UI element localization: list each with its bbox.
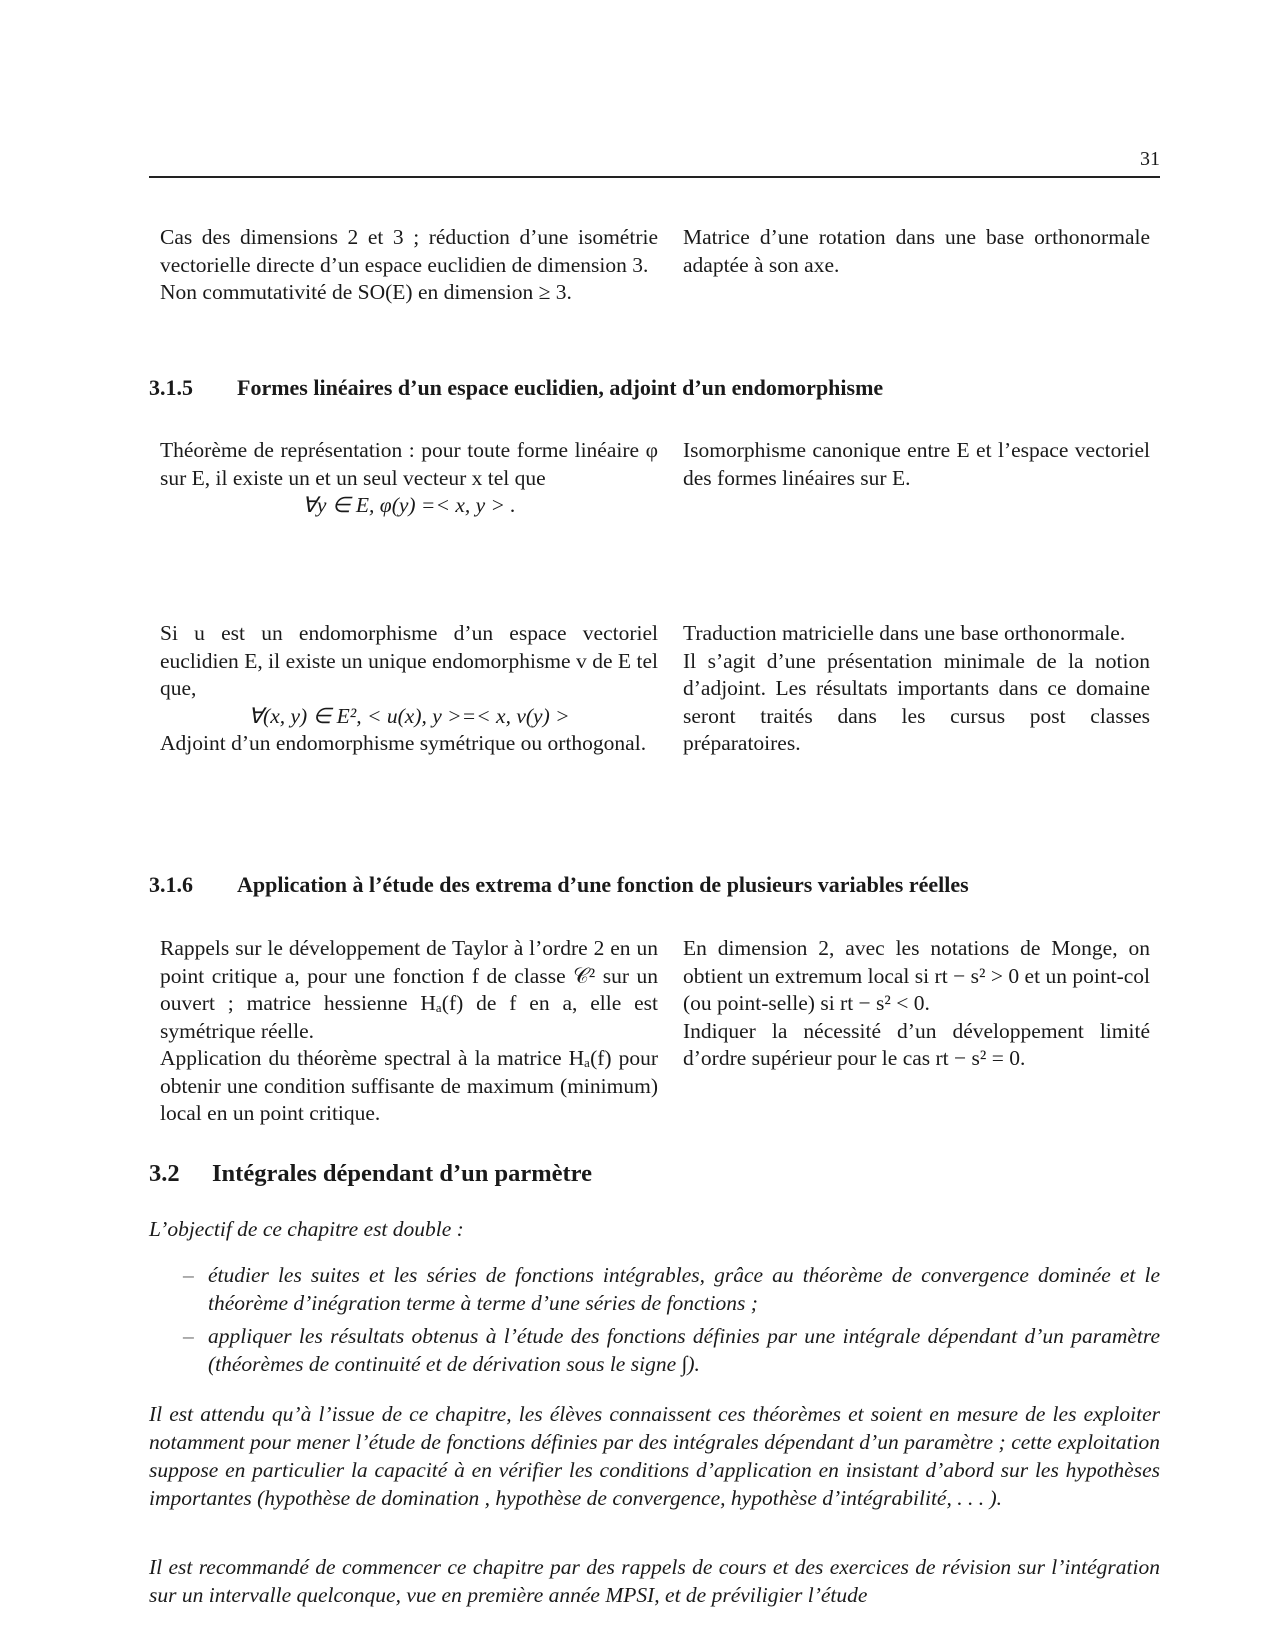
s315-row1-left bbox=[160, 437, 658, 520]
s32-paragraph-1-text: Il est attendu qu’à l’issue de ce chapitre, les élèves connaissent ces théorèmes et soient en mesure de les exploiter notamment pour mener l’étude de fonctions définies par des intégrales dépendant d’un paramètre ; cette exploitation suppose en particulier la capacité à en vérifier les conditions d’application en insistant d’abord sur les hypothèses importantes (hypothèse de domination , hypothèse de convergence, hypothèse d’intégrabilité, . . . ). bbox=[149, 1402, 1160, 1510]
heading-3-1-6 bbox=[149, 872, 969, 898]
s315-row1-left-text: Théorème de représentation : pour toute forme linéaire φ sur E, il existe un et un seul vecteur x tel que bbox=[160, 438, 658, 490]
s315-row2-formula: ∀(x, y) ∈ E², < u(x), y >=< x, v(y) > bbox=[248, 703, 570, 728]
s316-right bbox=[683, 935, 1150, 1073]
s315-row2-left-after: Adjoint d’un endomorphisme symétrique ou orthogonal. bbox=[160, 731, 647, 755]
s315-row2-right-p2: Il s’agit d’une présentation minimale de la notion d’adjoint. Les résultats importants dans ce domaine seront traités dans les cursus post classes préparatoires. bbox=[683, 648, 1150, 755]
block1-left-p2: Non commutativité de SO(E) en dimension ≥ 3. bbox=[160, 280, 572, 304]
bullet-dash: – bbox=[183, 1324, 194, 1348]
s316-left bbox=[160, 935, 658, 1128]
s32-paragraph-2 bbox=[149, 1553, 1160, 1609]
heading-3-1-5-title: Formes linéaires d’un espace euclidien, adjoint d’un endomorphisme bbox=[237, 375, 884, 400]
block1-left-p1: Cas des dimensions 2 et 3 ; réduction d’une isométrie vectorielle directe d’un espace euclidien de dimension 3. bbox=[160, 225, 658, 277]
s32-bullet-list bbox=[183, 1262, 1160, 1384]
block1-left bbox=[160, 224, 658, 307]
bullet-text: appliquer les résultats obtenus à l’étude des fonctions définies par une intégrale dépendant d’un paramètre (théorèmes de continuité et de dérivation sous le signe ∫). bbox=[208, 1324, 1160, 1376]
s315-row2-right bbox=[683, 620, 1150, 758]
s32-intro-text: L’objectif de ce chapitre est double : bbox=[149, 1217, 464, 1241]
page-number: 31 bbox=[1140, 148, 1160, 170]
s316-left-p1: Rappels sur le développement de Taylor à l’ordre 2 en un point critique a, pour une fonction f de classe 𝒞² sur un ouvert ; matrice hessienne Hₐ(f) de f en a, elle est symétrique réelle. bbox=[160, 936, 658, 1043]
s316-right-p1: En dimension 2, avec les notations de Monge, on obtient un extremum local si rt − s² > 0 et un point-col (ou point-selle) si rt − s² < 0. bbox=[683, 936, 1150, 1015]
s316-right-p2: Indiquer la nécessité d’un développement limité d’ordre supérieur pour le cas rt − s² = 0. bbox=[683, 1018, 1150, 1070]
block1-right-p1: Matrice d’une rotation dans une base orthonormale adaptée à son axe. bbox=[683, 225, 1150, 277]
heading-3-1-5 bbox=[149, 375, 883, 401]
heading-3-2 bbox=[149, 1160, 592, 1188]
list-item bbox=[183, 1262, 1160, 1317]
s315-row1-formula: ∀y ∈ E, φ(y) =< x, y > . bbox=[302, 493, 516, 517]
s315-row1-right bbox=[683, 437, 1150, 492]
s315-row2-left-intro: Si u est un endomorphisme d’un espace vectoriel euclidien E, il existe un unique endomorphisme v de E tel que, bbox=[160, 621, 658, 700]
bullet-text: étudier les suites et les séries de fonctions intégrables, grâce au théorème de convergence dominée et le théorème d’inégration terme à terme d’une séries de fonctions ; bbox=[208, 1263, 1160, 1315]
s32-paragraph-1 bbox=[149, 1400, 1160, 1512]
s315-row2-right-p1: Traduction matricielle dans une base orthonormale. bbox=[683, 621, 1126, 645]
bullet-dash: – bbox=[183, 1263, 194, 1287]
header-rule bbox=[149, 176, 1160, 178]
s315-row2-left bbox=[160, 620, 658, 758]
block1-right bbox=[683, 224, 1150, 279]
heading-3-1-6-number: 3.1.6 bbox=[149, 872, 193, 897]
s32-paragraph-2-text: Il est recommandé de commencer ce chapitre par des rappels de cours et des exercices de révision sur l’intégration sur un intervalle quelconque, vue en première année MPSI, et de préviligier l’étude bbox=[149, 1555, 1160, 1607]
heading-3-2-number: 3.2 bbox=[149, 1160, 180, 1187]
s315-row1-right-text: Isomorphisme canonique entre E et l’espace vectoriel des formes linéaires sur E. bbox=[683, 438, 1150, 490]
s32-intro bbox=[149, 1215, 1160, 1243]
heading-3-1-6-title: Application à l’étude des extrema d’une fonction de plusieurs variables réelles bbox=[237, 872, 969, 897]
s316-left-p2: Application du théorème spectral à la matrice Hₐ(f) pour obtenir une condition suffisante de maximum (minimum) local en un point critique. bbox=[160, 1046, 658, 1125]
heading-3-2-title: Intégrales dépendant d’un parmètre bbox=[212, 1160, 592, 1187]
list-item bbox=[183, 1323, 1160, 1378]
heading-3-1-5-number: 3.1.5 bbox=[149, 375, 193, 400]
